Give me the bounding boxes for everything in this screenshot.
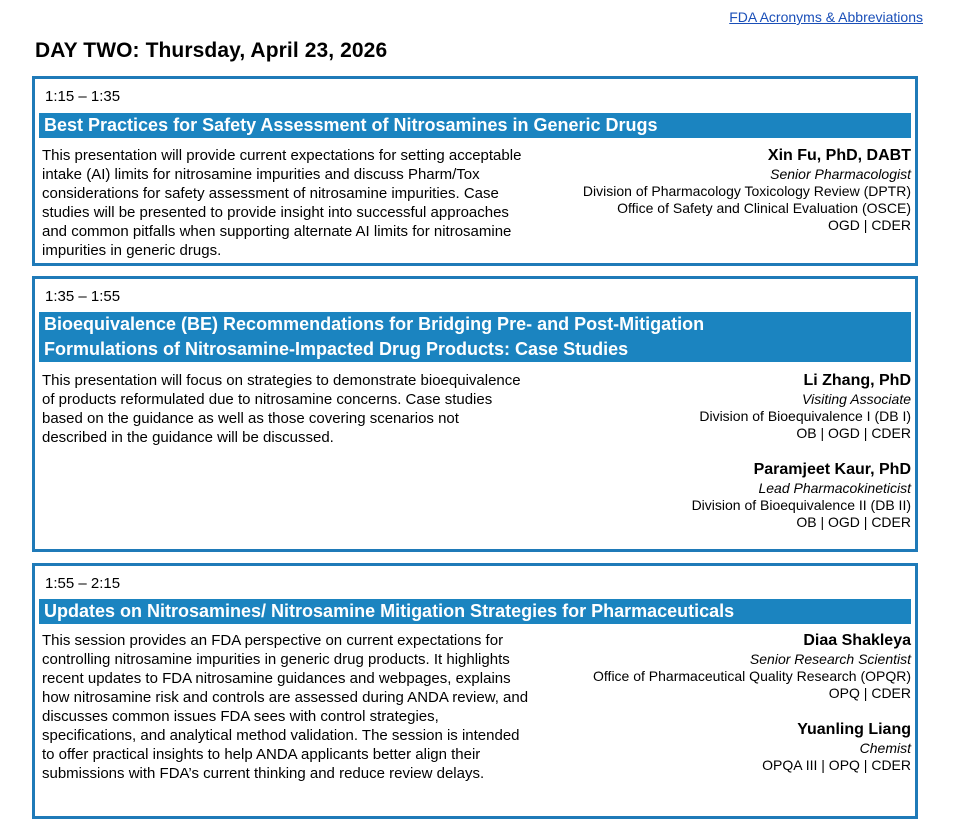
- speaker-affiliation: Division of Pharmacology Toxicology Review (DPTR): [582, 183, 911, 199]
- speaker-affiliation: OB | OGD | CDER: [796, 514, 911, 530]
- session-block-2: [32, 276, 918, 552]
- speaker-role: Visiting Associate: [802, 391, 911, 407]
- speaker-role: Chemist: [859, 740, 911, 756]
- session-time: 1:35 – 1:55: [45, 288, 121, 305]
- speaker-affiliation: OGD | CDER: [828, 217, 911, 233]
- session-title: Bioequivalence (BE) Recommendations for Bridging Pre- and Post-Mitigation Formulations of Nitrosamine-Impacted Drug Products: Case Studies: [39, 312, 911, 362]
- speaker-affiliation: Division of Bioequivalence II (DB II): [691, 497, 911, 513]
- session-title: Updates on Nitrosamines/ Nitrosamine Mitigation Strategies for Pharmaceuticals: [39, 599, 911, 624]
- speaker: [593, 631, 911, 702]
- speaker-affiliation: Division of Bioequivalence I (DB I): [699, 408, 911, 424]
- session-time: 1:15 – 1:35: [45, 88, 121, 105]
- speaker-name: Li Zhang, PhD: [803, 372, 911, 389]
- session-title: Best Practices for Safety Assessment of Nitrosamines in Generic Drugs: [39, 113, 911, 138]
- speaker-role: Senior Pharmacologist: [770, 166, 911, 182]
- speaker-list: [692, 371, 911, 531]
- speaker: [593, 720, 911, 774]
- speaker-name: Yuanling Liang: [797, 721, 911, 738]
- speaker-affiliation: OB | OGD | CDER: [796, 425, 911, 441]
- speaker-name: Xin Fu, PhD, DABT: [767, 147, 911, 164]
- speaker-affiliation: OPQA III | OPQ | CDER: [762, 757, 911, 773]
- fda-acronyms-link[interactable]: FDA Acronyms & Abbreviations: [729, 9, 923, 25]
- speaker: [583, 146, 911, 234]
- speaker-role: Lead Pharmacokineticist: [758, 480, 911, 496]
- session-description: This session provides an FDA perspective on current expectations for controlling nitrosamine impurities in generic drug products. It highlights recent updates to FDA nitrosamine guidances and webpages, explains how nitrosamine risk and controls are assessed during ANDA review, and discusses common issues FDA sees with control strategies, specifications, and analytical method validation. The session is intended to offer practical insights to help ANDA applicants better align their submissions with FDA’s current thinking and reduce review delays.: [42, 632, 529, 782]
- speaker-list: [593, 631, 911, 774]
- session-description: This presentation will provide current expectations for setting acceptable intake (AI) limits for nitrosamine impurities and discuss Pharm/Tox considerations for safety assessment of nitrosamine impurities. Case studies will be presented to provide insight into successful approaches and common pitfalls when supporting alternate AI limits for nitrosamine impurities in generic drugs.: [42, 147, 522, 259]
- speaker-name: Diaa Shakleya: [803, 632, 911, 649]
- day-heading: DAY TWO: Thursday, April 23, 2026: [35, 39, 388, 62]
- speaker-affiliation: Office of Safety and Clinical Evaluation (OSCE): [617, 200, 911, 216]
- speaker-affiliation: OPQ | CDER: [828, 685, 911, 701]
- speaker-name: Paramjeet Kaur, PhD: [753, 461, 911, 478]
- speaker-role: Senior Research Scientist: [749, 651, 911, 667]
- session-block-3: [32, 563, 918, 819]
- speaker-list: [583, 146, 911, 234]
- session-time: 1:55 – 2:15: [45, 575, 121, 592]
- speaker: [692, 371, 911, 442]
- session-block-1: [32, 76, 918, 266]
- speaker-affiliation: Office of Pharmaceutical Quality Research (OPQR): [593, 668, 911, 684]
- speaker: [692, 460, 911, 531]
- session-description: This presentation will focus on strategies to demonstrate bioequivalence of products reformulated due to nitrosamine concerns. Case studies based on the guidance as well as those covering scenarios not described in the guidance will be discussed.: [42, 372, 521, 446]
